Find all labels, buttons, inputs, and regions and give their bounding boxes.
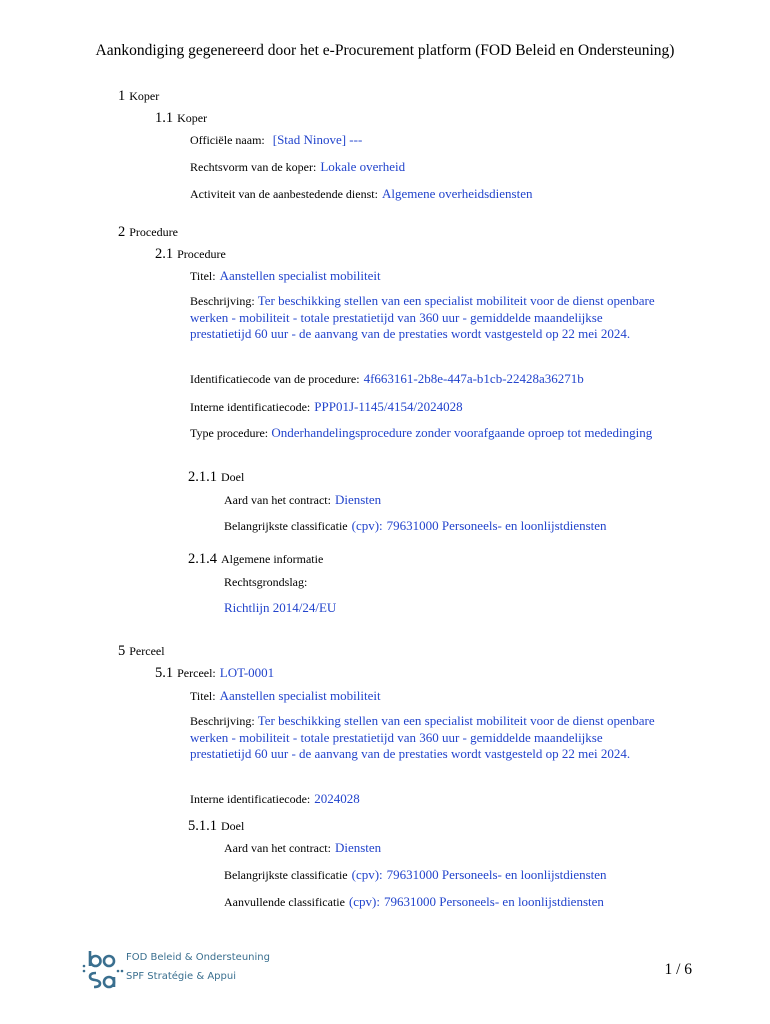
section-2-heading [118,223,178,241]
section-5-heading [118,642,165,660]
lot-value: LOT-0001 [219,665,275,680]
section-number: 1 [118,88,126,104]
field-label: Beschrijving: [190,714,255,728]
section-1-heading [118,87,159,105]
subsection-number: 2.1.1 [188,469,217,485]
field-label: Belangrijkste classificatie [224,519,348,533]
field-value: Ter beschikking stellen van een specialist mobiliteit voor de dienst openbare werken - mobiliteit - totale prestatietijd van 360 uur - gemiddelde maandelijkse prestatietijd 60 uur - de aanvang van de prestaties wordt vastgesteld op 22 mei 2024. [190,293,655,341]
logo-text-fr: SPF Stratégie & Appui [126,971,236,982]
section-2-1-heading [155,245,226,263]
field-label: Titel: [190,269,216,283]
field-value: 79631000 Personeels- en loonlijstdiensten [384,894,604,909]
section-2-1-4-heading [188,550,323,568]
field-lot-main-classification [224,866,607,884]
field-activity [190,185,532,203]
field-lot-internal-id [190,790,360,808]
subsection-number: 5.1 [155,665,174,681]
field-title [190,267,381,285]
field-legal-form [190,158,405,176]
field-main-classification [224,517,607,535]
field-procedure-type [190,425,660,442]
field-label: Officiële naam: [190,133,265,147]
field-description [190,293,660,343]
field-label: Activiteit van de aanbestedende dienst: [190,187,378,201]
section-title: Perceel [129,644,165,658]
section-1-1-heading [155,109,207,127]
field-lot-description [190,713,660,763]
field-value: Algemene overheidsdiensten [381,186,533,201]
field-value: [Stad Ninove] --- [272,132,363,147]
subsection-number: 1.1 [155,110,174,126]
subsection-title: Procedure [177,247,226,261]
field-legal-basis-value [224,599,336,617]
subsection-number: 5.1.1 [188,818,217,834]
document-header: Aankondiging gegenereerd door het e-Procurement platform (FOD Beleid en Ondersteuning) [95,42,675,59]
field-lot-contract-type [224,839,381,857]
bosa-logo [82,949,272,989]
field-value: PPP01J-1145/4154/2024028 [314,399,463,414]
field-contract-type [224,491,381,509]
section-5-1-heading [155,664,274,682]
page-number: 1 / 6 [664,961,692,978]
field-value: Aanstellen specialist mobiliteit [219,268,381,283]
section-title: Koper [129,89,160,103]
field-value: Diensten [334,840,382,855]
field-label: Aard van het contract: [224,493,331,507]
field-label: Belangrijkste classificatie [224,868,348,882]
field-lot-additional-classification [224,893,604,911]
field-label: Aanvullende classificatie [224,895,345,909]
field-lot-title [190,687,381,705]
field-label: Beschrijving: [190,294,255,308]
subsection-number: 2.1.4 [188,551,217,567]
field-label: Identificatiecode van de procedure: [190,372,360,386]
field-internal-id [190,398,463,416]
logo-text-nl: FOD Beleid & Ondersteuning [126,952,270,963]
subsection-title: Doel [221,819,245,833]
section-number: 2 [118,224,126,240]
subsection-title: Doel [221,470,245,484]
field-value: 79631000 Personeels- en loonlijstdiensten [386,518,607,533]
field-value: Onderhandelingsprocedure zonder voorafgaande oproep tot mededinging [271,425,653,440]
field-label: Aard van het contract: [224,841,331,855]
field-label: Rechtsvorm van de koper: [190,160,317,174]
field-label: Interne identificatiecode: [190,400,311,414]
section-5-1-1-heading [188,817,244,835]
field-value: 2024028 [314,791,360,806]
cpv-tag: (cpv): [351,867,383,882]
field-label: Titel: [190,689,216,703]
field-procedure-id [190,370,584,388]
section-number: 5 [118,643,126,659]
field-legal-basis-label [224,573,307,591]
field-label: Type procedure: [190,426,269,440]
section-2-1-1-heading [188,468,244,486]
subsection-number: 2.1 [155,246,174,262]
field-value: Lokale overheid [320,159,406,174]
field-value: Diensten [334,492,382,507]
subsection-title: Perceel: [177,666,216,680]
section-title: Procedure [129,225,178,239]
field-value: Ter beschikking stellen van een specialist mobiliteit voor de dienst openbare werken - mobiliteit - totale prestatietijd van 360 uur - gemiddelde maandelijkse prestatietijd 60 uur - de aanvang van de prestaties wordt vastgesteld op 22 mei 2024. [190,713,655,761]
field-value: Aanstellen specialist mobiliteit [219,688,381,703]
subsection-title: Algemene informatie [221,552,324,566]
field-value: 79631000 Personeels- en loonlijstdiensten [386,867,607,882]
cpv-tag: (cpv): [348,894,380,909]
field-official-name [190,131,362,149]
field-value: 4f663161-2b8e-447a-b1cb-22428a36271b [363,371,584,386]
field-label: Interne identificatiecode: [190,792,311,806]
field-value: Richtlijn 2014/24/EU [224,600,337,615]
subsection-title: Koper [177,111,208,125]
cpv-tag: (cpv): [351,518,383,533]
field-label: Rechtsgrondslag: [224,575,308,589]
